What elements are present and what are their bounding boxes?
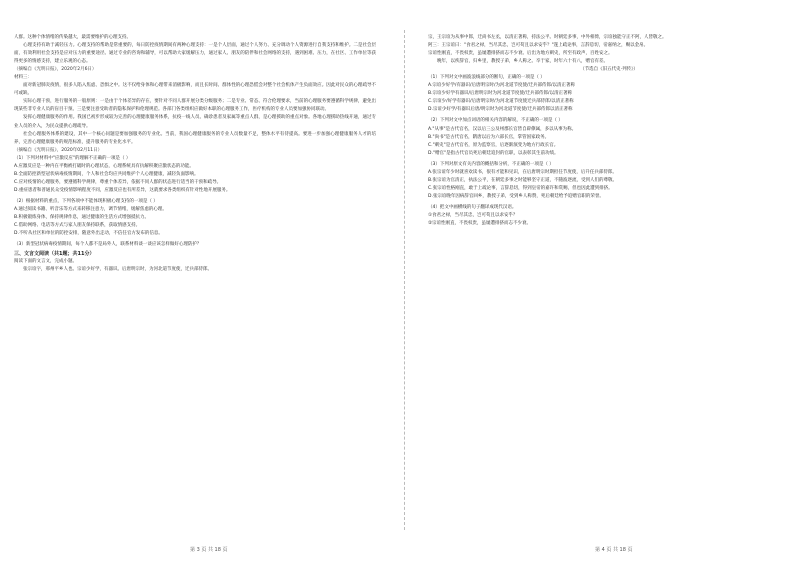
right-column [428, 34, 790, 228]
right-paragraph: A.张宗谊年少时就喜欢读书，很有才能和见识，在后唐明宗时期担任节度使，后升任兵部侍郎。 [428, 169, 617, 175]
left-column [14, 34, 376, 274]
left-paragraph: （3）新型冠状病毒疫情期间，每个人都不是局外人，联系材料谈一谈应该怎样做好心理防护？ [14, 242, 202, 248]
left-paragraph: C.应对疫情的心理服务，要遵循科学规律，尊重个体差异，依据不同人群的状态进行适当的干预和疏导。 [14, 179, 222, 185]
footer-page-left: 第 3 页 共 18 页 [190, 547, 228, 553]
right-paragraph: D."赠官"是指古代官员死后朝廷追封的官职，以表彰其生前功绩。 [428, 150, 559, 156]
right-paragraph: D.宗谊少好学/有器识后唐/明宗时为河北道节度使/迁兵部侍郎以清正著称 [428, 107, 573, 113]
left-paragraph: 社会心理服务体系的建设，其中一个核心问题是要加强服务的专业化。当前，我国心理健康服务的专业人员数量不足，整体水平有待提高。要进一步加强心理健康服务人才的培养，完善心理健康服务的规范标准，提升服务的专业化水平。 [14, 131, 376, 145]
left-paragraph: B.全面防控新型冠状病毒疫情期间，个人和社会均应共同维护个人心理健康，减轻负面影响。 [14, 171, 199, 177]
right-paragraph: B.张宗谊为官清正，执法公平，在朝廷多事之时能够坚守正道，不随波逐流，受到人们的尊敬。 [428, 177, 618, 183]
right-paragraph: 宗，王宗谊为从事中郎，迁尚书左丞，以清正著称，持法公平。时朝廷多事，中外相倚，宗谊独能守正不阿，人皆敬之。 [428, 35, 667, 40]
left-paragraph: 三、文言文阅读（共1题；共11分） [14, 251, 95, 258]
right-paragraph: A.宗谊少好学/有器识/后唐明宗时/为河北道节度使/迁兵部侍郎/以清正著称 [428, 83, 576, 89]
left-paragraph: 人群。这种个体情绪的传染越大，最需要维护的心理支持。 [14, 35, 131, 40]
left-paragraph: （摘编自《光明日报》，2020年02月11日） [14, 147, 103, 153]
right-paragraph: B.宗谊少好学有器识/后唐明宗时为河北道节度使/迁兵部侍郎/以清正著称 [428, 91, 573, 97]
right-paragraph: （3）下列对原文有关内容的概括和分析，不正确的一项是（ ） [428, 161, 554, 167]
right-paragraph: （节选自《旧五代史·列传》） [580, 67, 638, 73]
left-paragraph: 发挥心理健康服务的作用。我国已初步形成较为完善的心理健康服务体系，抗疫一线人员、确诊患者及家属等重点人群，是心理援助的重点对象。各地心理援助热线开通，通过专业人员的介入，为民众提供心理疏导。 [14, 115, 376, 129]
left-paragraph: 实际心理干预，进行服务的一般原则：一是由于个体差异的存在，要针对不同人群开展分类分级服务；二是专业、常态、符合伦理要求，当前的心理服务要遵循科学规律，避免出现某些非专业人员的盲目干预。三是要注意受助者的隐私保护和伦理规范。各部门各类组织应做好本职的心理服务工作，医疗机构的专业人员要加强协同联动。 [14, 99, 376, 113]
left-paragraph: （1）下列对材料中"应激反应"的理解不正确的一项是（ ） [14, 155, 131, 161]
right-paragraph: ②宗谊性刚直，不畏权贵，虽屡遭排挤而志不少衰。 [428, 221, 532, 227]
left-paragraph: B.积极锻炼身体，保持规律作息，通过健康的生活方式增强抵抗力。 [14, 215, 150, 221]
right-paragraph: 阿三：王宗谊曰："食君之禄，当尽其忠，岂可苟且以求安乎？"遂上疏论事，言辞恳切，帝嘉纳之，赐以金帛。 [428, 43, 649, 49]
left-paragraph: A.通过阅读书籍、听音乐等方式来转移注意力，调节情绪，缓解焦虑的心理。 [14, 206, 167, 212]
right-paragraph: 宗谊性刚直，不畏权贵，虽屡遭排挤而志不少衰。后出为地方刺史，所至有政声，百姓安之。 [428, 51, 613, 57]
left-paragraph: （2）根据材料的重点，下列各项中不能体现积极心理支持的一项是（ ） [14, 198, 158, 204]
left-paragraph: C.借助网络、电话等方式与家人朋友保持联系，获取情感支持。 [14, 223, 141, 229]
right-paragraph: ①食君之禄，当尽其忠，岂可苟且以求安乎？ [428, 212, 518, 218]
right-paragraph: （1）下列对文中画波浪线部分的断句，正确的一项是（ ） [428, 75, 545, 81]
right-paragraph: C."刺史"是古代官名，原为监察官，后逐渐演变为地方行政长官。 [428, 142, 559, 148]
right-paragraph: A."从事"是古代官名，汉以后三公及州郡长官皆自辟僚属，多以从事为称。 [428, 126, 577, 132]
right-paragraph: （4）把文中画横线的句子翻译成现代汉语。 [428, 204, 517, 210]
left-paragraph: 阅读下面的文言文，完成小题。 [14, 259, 77, 265]
left-paragraph: D.不听从社区和单位的防控安排，随意外出走动，不信任官方发布的信息。 [14, 231, 163, 237]
left-paragraph: 材料三： [14, 75, 32, 81]
left-paragraph: （摘编自《光明日报》，2020年2月6日） [14, 67, 97, 73]
left-paragraph: 面对新冠肺炎疫情，很多人陷入焦虑、恐惧之中。这不仅给身体和心理带来消极影响，而且长时间、群体性的心理恐慌会对整个社会机体产生负面效应。因此对民众的心理疏导不可或缺。 [14, 83, 376, 97]
right-paragraph: D.张宗谊晚年因病辞官回乡，教授子弟，受到乡人称赞，死后朝廷给予追赠官职的荣誉。 [428, 193, 604, 199]
right-paragraph: （2）下列对文中加点词语的相关内容的解说，不正确的一项是（ ） [428, 118, 563, 124]
right-paragraph: 晚年，以疾辞官，归乡里，教授子弟，乡人称之。卒于家，时年六十有八，赠官有差。 [437, 59, 608, 65]
footer-page-right: 第 4 页 共 18 页 [595, 547, 633, 553]
right-paragraph: C.宗谊少/好学有器识/后唐明宗时/为河北道节度使迁兵部侍郎/以清正著称 [428, 99, 574, 105]
left-paragraph: A.应激反应是一种内在平衡被打破时的心理状态，心理系统具有抗解积聚应激状态的功能。 [14, 163, 194, 169]
left-paragraph: D.重症患者和普通民众受疫情影响程度不同，应激反应也有所差异，这就要求各类组织有针对性地开展服务。 [14, 187, 231, 193]
left-paragraph: 心理支持有助于减轻压力。心理支持的帮助是常重要的，每日防控疫情期间有两种心理支持：一是个人层面，通过个人努力、充分调动个人资源进行自我支持和维护。二是社会层面，有效利用社会支持是应对压力的重要途径。通过专业的咨询和辅导，可以帮助大家缓解压力，通过家人、朋友的陪伴和社会网络的支持，遇到困难、压力，在社区、工作单位等获得更多的情感支持，建立乐观的心态。 [14, 43, 376, 65]
column-divider [404, 30, 405, 530]
right-paragraph: B."尚书"是古代官名，隋唐以后为六部长官，掌管国家政务。 [428, 134, 550, 140]
left-paragraph: 张宗谊字，邢州平乡人也。宗谊少好学，有器识。后唐明宗时，为河北道节度使，迁兵部侍郎。 [23, 267, 212, 273]
right-paragraph: C.张宗谊性格刚直，敢于上疏论事，言辞恳切，得到皇帝的嘉许和赏赐，但也因此遭到排挤。 [428, 185, 613, 191]
